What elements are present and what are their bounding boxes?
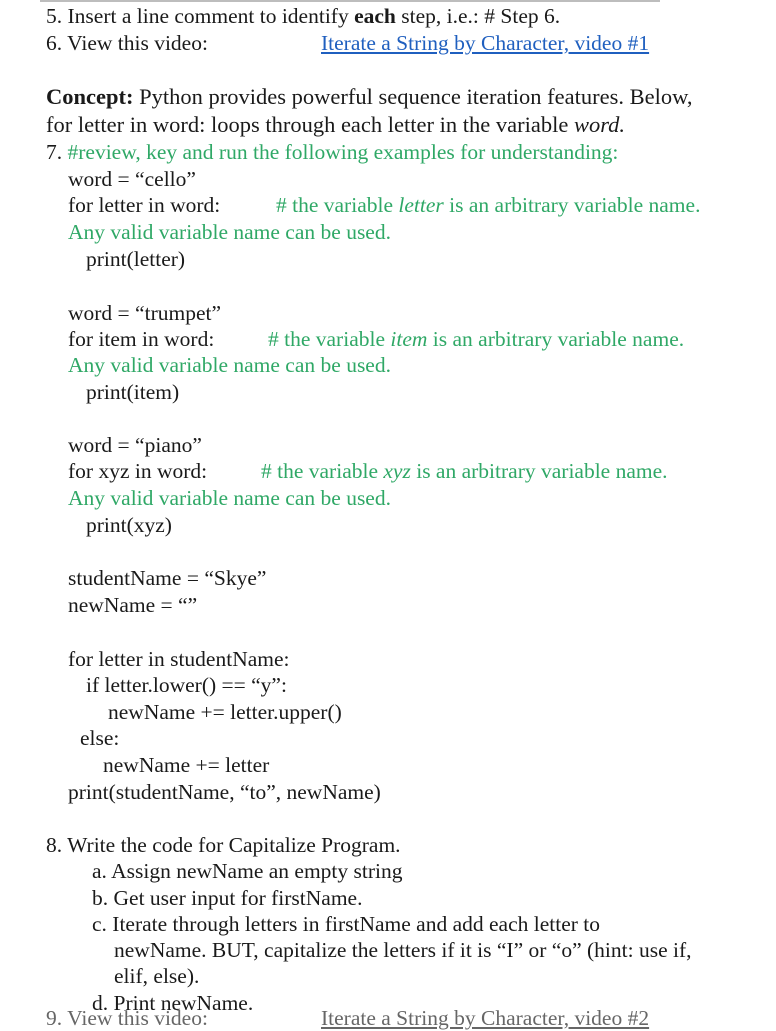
ex3-loop: for xyz in word: [68,459,208,483]
ex1-comment-post: is an arbitrary variable name. [443,193,701,217]
ex2-comment-var: item [390,327,428,351]
ex3-assign: word = “piano” [68,433,202,457]
ex2-assign: word = “trumpet” [68,301,222,325]
step-9-partial [30,1006,730,1030]
concept-paragraph-line-2 [46,112,625,138]
ex3-comment [261,458,668,484]
ex1-comment-var: letter [398,193,444,217]
ex3-comment-post: is an arbitrary variable name. [410,459,668,483]
ex4-line-3: for letter in studentName: [68,647,290,671]
step-5-line [46,3,560,29]
step-5-bold: each [354,4,396,28]
ex3-print: print(xyz) [86,513,172,537]
concept-paragraph-line-1 [46,84,693,110]
ex1-comment [276,192,700,218]
step-7-comment: #review, key and run the following examples for understanding: [67,140,619,164]
step-8-item-b: b. Get user input for firstName. [92,886,363,910]
ex4-line-8: print(studentName, “to”, newName) [68,780,381,804]
ex1-comment-continued: Any valid variable name can be used. [68,220,391,244]
video-1-link[interactable]: Iterate a String by Character, video #1 [321,31,650,55]
ex1-print: print(letter) [86,247,186,271]
ex1-comment-pre: # the variable [276,193,399,217]
ex4-line-2: newName = “” [68,593,198,617]
ex2-print: print(item) [86,380,180,404]
step-8-item-c-line-3: elif, else). [114,964,200,988]
step-7-line [46,139,618,165]
step-6-label: 6. View this video: [46,31,208,55]
top-page-rule [40,0,660,2]
step-5-suffix: step, i.e.: # Step 6. [395,4,561,28]
video-2-link[interactable]: Iterate a String by Character, video #2 [321,1006,650,1030]
ex2-comment [268,326,684,352]
ex2-comment-post: is an arbitrary variable name. [427,327,685,351]
ex3-comment-pre: # the variable [261,459,384,483]
ex1-loop: for letter in word: [68,193,221,217]
step-7-label: 7. [46,140,68,164]
step-9-label: 9. View this video: [46,1006,208,1030]
step-5-text: 5. Insert a line comment to identify [46,4,355,28]
ex2-loop: for item in word: [68,327,215,351]
step-8-item-a: a. Assign newName an empty string [92,859,403,883]
ex4-line-6: else: [80,726,120,750]
concept-heading: Concept: [46,84,134,109]
ex2-comment-continued: Any valid variable name can be used. [68,353,391,377]
concept-text-1: Python provides powerful sequence iteration features. Below, [133,84,693,109]
ex4-line-1: studentName = “Skye” [68,566,267,590]
step-8-item-d: d. Print newName. [92,991,254,1015]
ex3-comment-continued: Any valid variable name can be used. [68,486,391,510]
ex1-assign: word = “cello” [68,167,196,191]
ex2-comment-pre: # the variable [268,327,391,351]
step-8-item-c-line-2: newName. BUT, capitalize the letters if it is “I” or “o” (hint: use if, [114,938,692,962]
ex4-line-7: newName += letter [103,753,270,777]
ex4-line-4: if letter.lower() == “y”: [86,673,287,697]
step-8-title: 8. Write the code for Capitalize Program. [46,833,401,857]
concept-text-2: for letter in word: loops through each letter in the variable [46,112,574,137]
step-8-item-c-line-1: c. Iterate through letters in firstName and add each letter to [92,912,601,936]
ex3-comment-var: xyz [383,459,411,483]
ex4-line-5: newName += letter.upper() [108,700,342,724]
concept-text-2-emphasis: word. [573,112,626,137]
